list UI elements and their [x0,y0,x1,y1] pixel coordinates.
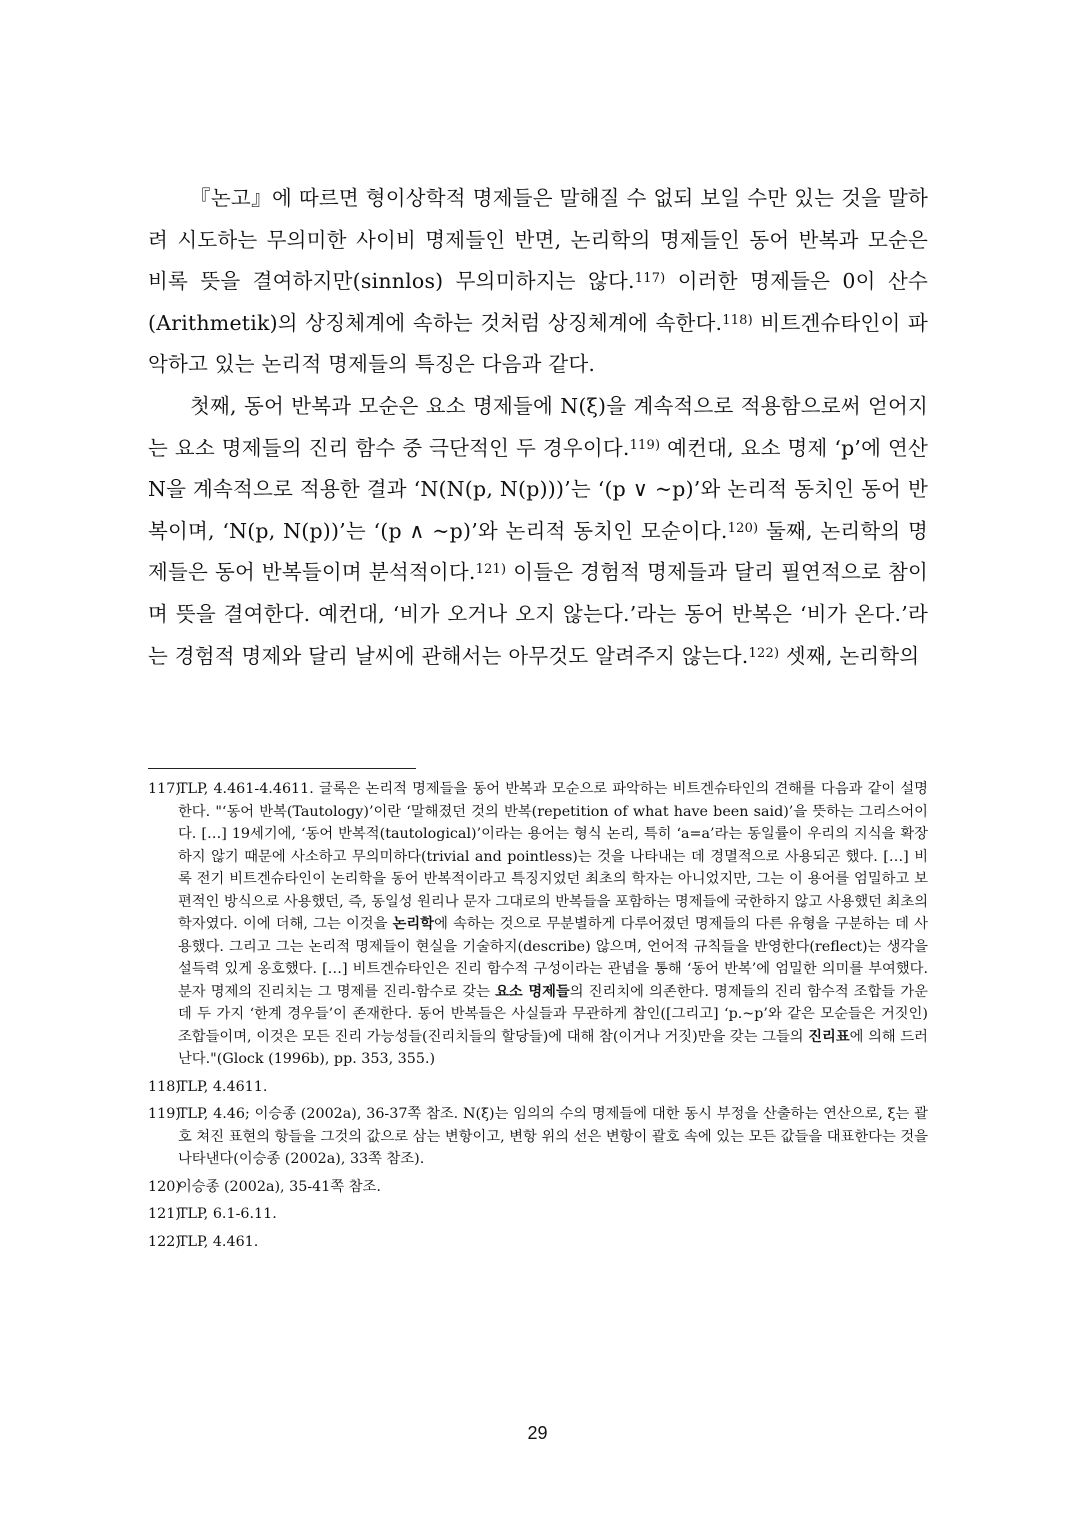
footnote-ref-118[interactable]: 118) [722,312,753,328]
text-segment: 의 진리치에 의존한다. 명제들의 진리 함수적 조합들 가운데 두 가지 ‘한계 경우들’이 존재한다. 동어 반복들은 사실들과 무관하게 참인([그리고] ‘p.~p’와 같은 모순들은 거짓인) 조합들이며, 이것은 모든 진리 가능성들(진리치들의 할당들)에 대해 참(이거나 거짓)만을 갖는 그들의 [178,983,928,1045]
footnote-ref-117[interactable]: 117) [634,271,666,287]
text-segment: 에 속하는 것으로 무분별하게 다루어졌던 명제들의 다른 유형을 구분하는 데 사용했다. 그리고 그는 논리적 명제들이 현실을 기술하지(describe) 않으며, 언어적 규칙들을 반영한다(reflect)는 생각을 설득력 있게 옹호했다. […] 비트겐슈타인은 진리 함수적 구성이라는 관념을 통해 ‘동어 반복’에 엄밀한 의미를 부여했다. 분자 명제의 진리치는 그 명제를 진리-함수로 갖는 [178,916,928,1000]
text-segment: 이들은 경험적 명제들과 달리 필연적으로 참이며 뜻을 결여한다. 예컨대, ‘비가 오거나 오지 않는다.’라는 동어 반복은 ‘비가 온다.’라는 경험적 명제와 달리 날씨에 관해서는 아무것도 알려주지 않는다. [148,560,928,668]
text-segment: 예컨대, 요소 명제 ‘p’에 연산 N을 계속적으로 적용한 결과 ‘N(N(p, N(p)))’는 ‘(p ∨ ~p)’와 논리적 동치인 동어 반복이며, ‘N(p, N(p))’는 ‘(p ∧ ~p)’와 논리적 동치인 모순이다. [148,435,928,543]
text-segment: 이러한 명제들은 0이 산수(Arithmetik)의 상징체계에 속하는 것처럼 상징체계에 속한다. [148,269,928,335]
footnote-number: 122) [148,1233,181,1250]
footnote-number: 117) [148,781,181,797]
paragraph-1 [148,178,928,386]
footnote-text: 이승종 (2002a), 35-41쪽 참조. [178,1178,381,1195]
text-segment: 첫째, 동어 반복과 모순은 요소 명제들에 N(ξ)을 계속적으로 적용함으로써 얻어지는 요소 명제들의 진리 함수 중 극단적인 두 경우이다. [148,393,928,460]
bold-term: 요소 명제들 [495,983,570,1000]
footnote-ref-119[interactable]: 119) [629,437,661,453]
footnotes [148,778,928,1258]
footnote-121 [148,1203,928,1226]
footnote-number: 118) [148,1078,181,1095]
footnote-ref-122[interactable]: 122) [748,645,780,661]
footnote-117 [148,778,928,1071]
footnote-118 [148,1076,928,1099]
footnote-number: 121) [148,1206,181,1222]
footnote-text: TLP, 4.46; 이승종 (2002a), 36-37쪽 참조. N(ξ̄)는 임의의 수의 명제들에 대한 동시 부정을 산출하는 연산으로, ξ는 괄호 쳐진 표현의 항들을 그것의 값으로 삼는 변항이고, 변항 위의 선은 변항이 괄호 속에 있는 모든 값들을 대표한다는 것을 나타낸다(이승종 (2002a), 33쪽 참조). [178,1106,928,1167]
text-segment: 비트겐슈타인이 파악하고 있는 논리적 명제들의 특징은 다음과 같다. [148,310,928,377]
footnote-number: 119) [148,1106,181,1122]
bold-term: 논리학 [392,916,435,932]
text-segment: 에 의해 드러난다."(Glock (1996b), pp. 353, 355.) [178,1028,928,1067]
text-segment: 『논고』에 따르면 형이상학적 명제들은 말해질 수 없되 보일 수만 있는 것을 말하려 시도하는 무의미한 사이비 명제들인 반면, 논리학의 명제들인 동어 반복과 모순은 비록 뜻을 결여하지만(sinnlos) 무의미하지는 않다. [148,186,928,294]
text-segment: 셋째, 논리학의 [779,643,920,668]
paragraph-2 [148,386,928,677]
footnote-number: 120) [148,1178,181,1195]
text-segment: TLP, 4.461-4.4611. 글록은 논리적 명제들을 동어 반복과 모순으로 파악하는 비트겐슈타인의 견해를 다음과 같이 설명한다. "‘동어 반복(Tautology)’이란 ‘말해졌던 것의 반복(repetition of what have been said)’을 뜻하는 그리스어이다. […] 19세기에, ‘동어 반복적(tautological)’이라는 용어는 형식 논리, 특히 ‘a=a’라는 동일률이 우리의 지식을 확장하지 않기 때문에 사소하고 무의미하다(trivial and pointless)는 것을 나타내는 데 경멸적으로 사용되곤 했다. […] 비록 전기 비트겐슈타인이 논리학을 동어 반복적이라고 특징지었던 최초의 학자는 아니었지만, 그는 이 용어를 엄밀하고 보편적인 방식으로 사용했던, 즉, 동일성 원리나 문자 그대로의 반복들을 포함하는 명제들에 국한하지 않고 사용했던 최초의 학자였다. 이에 더해, 그는 이것을 [178,781,928,932]
text-segment: 둘째, 논리학의 명제들은 동어 반복들이며 분석적이다. [148,518,929,585]
page-number: 29 [527,1423,548,1443]
footnote-text: TLP, 6.1-6.11. [178,1206,277,1222]
footnote-119 [148,1103,928,1171]
footnote-text: TLP, 4.461. [178,1233,259,1250]
footnote-ref-120[interactable]: 120) [727,520,759,536]
footnote-separator [148,768,416,769]
footnote-text: TLP, 4.4611. [178,1078,268,1095]
main-body [148,178,928,677]
footnote-text [178,778,928,1071]
footnote-122 [148,1231,928,1254]
bold-term: 진리표 [808,1028,850,1045]
footnote-ref-121[interactable]: 121) [475,562,507,578]
footnote-120 [148,1176,928,1199]
